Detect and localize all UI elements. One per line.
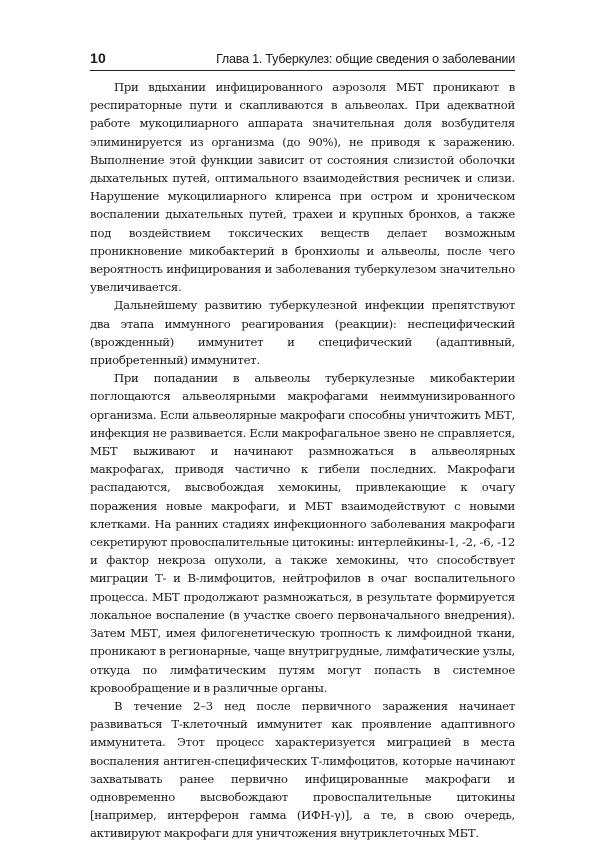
page-number: 10 xyxy=(90,50,106,66)
body-text xyxy=(90,78,515,843)
paragraph-immune-stages: Дальнейшему развитию туберкулезной инфекции препятствуют два этапа иммунного реагирования (реакции): неспецифический (врожденный) иммунитет и специфический (адаптивный, приобретенный) иммунитет. xyxy=(90,298,515,368)
paragraph-t-cell-immunity: В течение 2–3 нед после первичного заражения начинает развиваться Т-клеточный иммунитет как проявление адаптивного иммунитета. Этот процесс характеризуется миграцией в места воспаления антиген-специфических Т-лимфоцитов, которые начинают захватывать ранее первично инфицированные макрофаги и одновременно высвобождают провоспалительные цитокины [например, интерферон гамма (ИФН-γ)], а те, в свою очередь, активируют макрофаги для уничтожения внутриклеточных МБТ. xyxy=(90,698,515,841)
running-header xyxy=(90,46,515,66)
paragraph-inhalation: При вдыхании инфицированного аэрозоля МБТ проникают в респираторные пути и скапливаются в альвеолах. При адекватной работе мукоцилиарного аппарата значительная доля возбудителя элиминируется из организма (до 90%), не приводя к заражению. Выполнение этой функции зависит от состояния слизистой оболочки дыхательных путей, оптимального взаимодействия ресничек и слизи. Нарушение мукоцилиарного клиренса при остром и хроническом воспалении дыхательных путей, трахеи и крупных бронхов, а также под воздействием токсических веществ делает возможным проникновение микобактерий в бронхиолы и альвеолы, после чего вероятность инфицирования и заболевания туберкулезом значительно увеличивается. xyxy=(90,80,515,295)
chapter-title: Глава 1. Туберкулез: общие сведения о заболевании xyxy=(216,52,515,66)
header-divider xyxy=(90,70,515,71)
paragraph-macrophages: При попадании в альвеолы туберкулезные микобактерии поглощаются альвеолярными макрофагами неиммунизированного организма. Если альвеолярные макрофаги способны уничтожить МБТ, инфекция не развивается. Если макрофагальное звено не справляется, МБТ выживают и начинают размножаться в альвеолярных макрофагах, приводя частично к гибели последних. Макрофаги распадаются, высвобождая хемокины, привлекающие к очагу поражения новые макрофаги, и МБТ взаимодействуют с новыми клетками. На ранних стадиях инфекционного заболевания макрофаги секретируют провоспалительные цитокины: интерлейкины-1, -2, -6, -12 и фактор некроза опухоли, а также хемокины, что способствует миграции Т- и В-лимфоцитов, нейтрофилов в очаг воспалительного процесса. МБТ продолжают размножаться, в результате формируется локальное воспаление (в участке своего первоначального внедрения). Затем МБТ, имея филогенетическую тропность к лимфоидной ткани, проникают в регионарные, чаще внутригрудные, лимфатические узлы, откуда по лимфатическим путям могут попасть в системное кровообращение и в различные органы. xyxy=(90,371,515,695)
